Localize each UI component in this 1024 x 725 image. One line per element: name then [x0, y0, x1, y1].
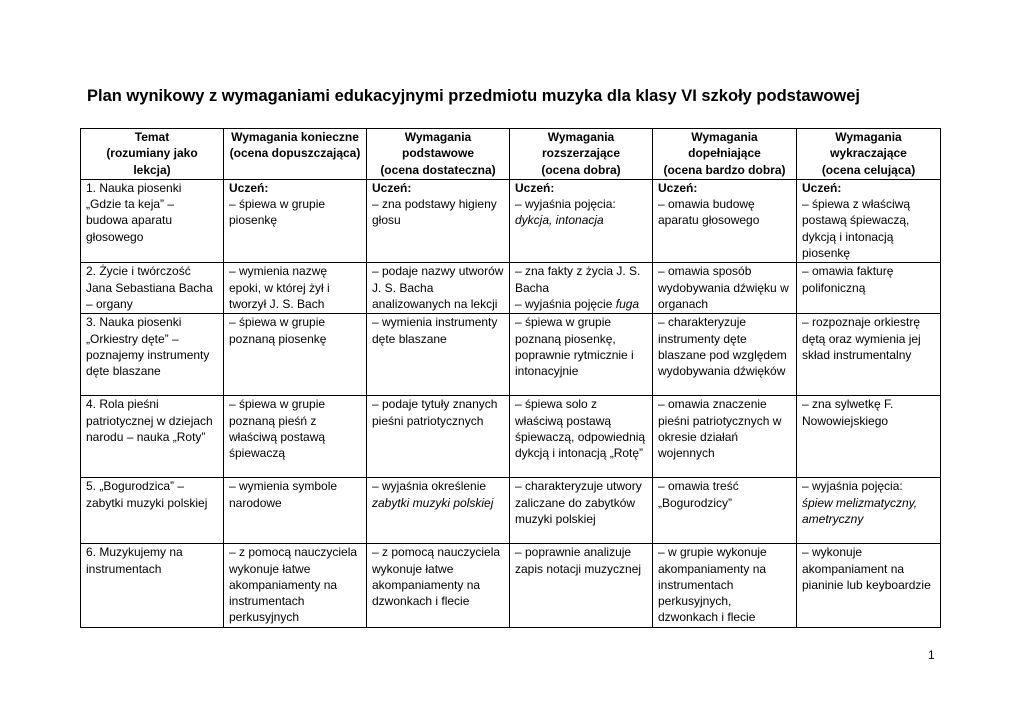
basic-cell: Uczeń: – zna podstawy higieny głosu — [367, 179, 510, 262]
basic-cell: – wymienia instrumenty dęte blaszane — [367, 314, 510, 396]
table-row — [81, 478, 941, 544]
table-row — [81, 263, 941, 314]
basic-cell: – podaje tytuły znanych pieśni patriotycznych — [367, 396, 510, 478]
extended-cell: – śpiewa w grupie poznaną piosenkę, poprawnie rytmicznie i intonacyjnie — [510, 314, 653, 396]
topic-cell: 1. Nauka piosenki „Gdzie ta keja” – budowa aparatu głosowego — [81, 179, 224, 262]
complementary-cell: – charakteryzuje instrumenty dęte blaszane pod względem wydobywania dźwięków — [653, 314, 797, 396]
complementary-cell: – omawia treść „Bogurodzicy” — [653, 478, 797, 544]
exceeding-cell: – rozpoznaje orkiestrę dętą oraz wymienia jej skład instrumentalny — [797, 314, 941, 396]
basic-cell: – z pomocą nauczyciela wykonuje łatwe akompaniamenty na dzwonkach i flecie — [367, 544, 510, 627]
required-cell: – śpiewa w grupie poznaną pieśń z właściwą postawą śpiewaczą — [224, 396, 367, 478]
extended-cell: – charakteryzuje utwory zaliczane do zabytków muzyki polskiej — [510, 478, 653, 544]
topic-cell: 3. Nauka piosenki „Orkiestry dęte” – poznajemy instrumenty dęte blaszane — [81, 314, 224, 396]
exceeding-cell: – zna sylwetkę F. Nowowiejskiego — [797, 396, 941, 478]
exceeding-cell: Uczeń: – śpiewa z właściwą postawą śpiewaczą, dykcją i intonacją piosenkę — [797, 179, 941, 262]
header-extended: Wymagania rozszerzające (ocena dobra) — [510, 129, 653, 180]
complementary-cell: Uczeń: – omawia budowę aparatu głosowego — [653, 179, 797, 262]
extended-cell: – śpiewa solo z właściwą postawą śpiewaczą, odpowiednią dykcją i intonacją „Rotę” — [510, 396, 653, 478]
extended-cell: – zna fakty z życia J. S. Bacha – wyjaśnia pojęcie fuga — [510, 263, 653, 314]
document-title: Plan wynikowy z wymaganiami edukacyjnymi przedmiotu muzyka dla klasy VI szkoły podstawowej — [87, 87, 861, 105]
required-cell: Uczeń: – śpiewa w grupie piosenkę — [224, 179, 367, 262]
required-cell: – z pomocą nauczyciela wykonuje łatwe akompaniamenty na instrumentach perkusyjnych — [224, 544, 367, 627]
student-label: Uczeń: — [515, 180, 555, 195]
topic-cell: 5. „Bogurodzica” – zabytki muzyki polskiej — [81, 478, 224, 544]
extended-cell: – poprawnie analizuje zapis notacji muzycznej — [510, 544, 653, 627]
topic-cell: 6. Muzykujemy na instrumentach — [81, 544, 224, 627]
requirements-table — [80, 128, 941, 628]
header-topic: Temat (rozumiany jako lekcja) — [81, 129, 224, 180]
exceeding-cell: – wykonuje akompaniament na pianinie lub keyboardzie — [797, 544, 941, 627]
required-cell: – śpiewa w grupie poznaną piosenkę — [224, 314, 367, 396]
header-basic: Wymagania podstawowe (ocena dostateczna) — [367, 129, 510, 180]
student-label: Uczeń: — [229, 180, 269, 195]
header-exceeding: Wymagania wykraczające (ocena celująca) — [797, 129, 941, 180]
header-complementary: Wymagania dopełniające (ocena bardzo dobra) — [653, 129, 797, 180]
basic-cell: – wyjaśnia określenie zabytki muzyki polskiej — [367, 478, 510, 544]
extended-cell: Uczeń: – wyjaśnia pojęcia: dykcja, intonacja — [510, 179, 653, 262]
student-label: Uczeń: — [802, 180, 842, 195]
student-label: Uczeń: — [372, 180, 412, 195]
required-cell: – wymienia nazwę epoki, w której żył i tworzył J. S. Bach — [224, 263, 367, 314]
complementary-cell: – w grupie wykonuje akompaniamenty na instrumentach perkusyjnych, dzwonkach i flecie — [653, 544, 797, 627]
table-row — [81, 179, 941, 262]
required-cell: – wymienia symbole narodowe — [224, 478, 367, 544]
basic-cell: – podaje nazwy utworów J. S. Bacha analizowanych na lekcji — [367, 263, 510, 314]
topic-cell: 4. Rola pieśni patriotycznej w dziejach narodu – nauka „Roty” — [81, 396, 224, 478]
table-row — [81, 396, 941, 478]
table-row — [81, 544, 941, 627]
complementary-cell: – omawia sposób wydobywania dźwięku w organach — [653, 263, 797, 314]
header-required: Wymagania konieczne (ocena dopuszczająca) — [224, 129, 367, 180]
table-header-row — [81, 129, 941, 180]
complementary-cell: – omawia znaczenie pieśni patriotycznych w okresie działań wojennych — [653, 396, 797, 478]
topic-cell: 2. Życie i twórczość Jana Sebastiana Bacha – organy — [81, 263, 224, 314]
exceeding-cell: – wyjaśnia pojęcia: śpiew melizmatyczny, ametryczny — [797, 478, 941, 544]
exceeding-cell: – omawia fakturę polifoniczną — [797, 263, 941, 314]
page-number: 1 — [928, 648, 935, 662]
table-row — [81, 314, 941, 396]
student-label: Uczeń: — [658, 180, 698, 195]
